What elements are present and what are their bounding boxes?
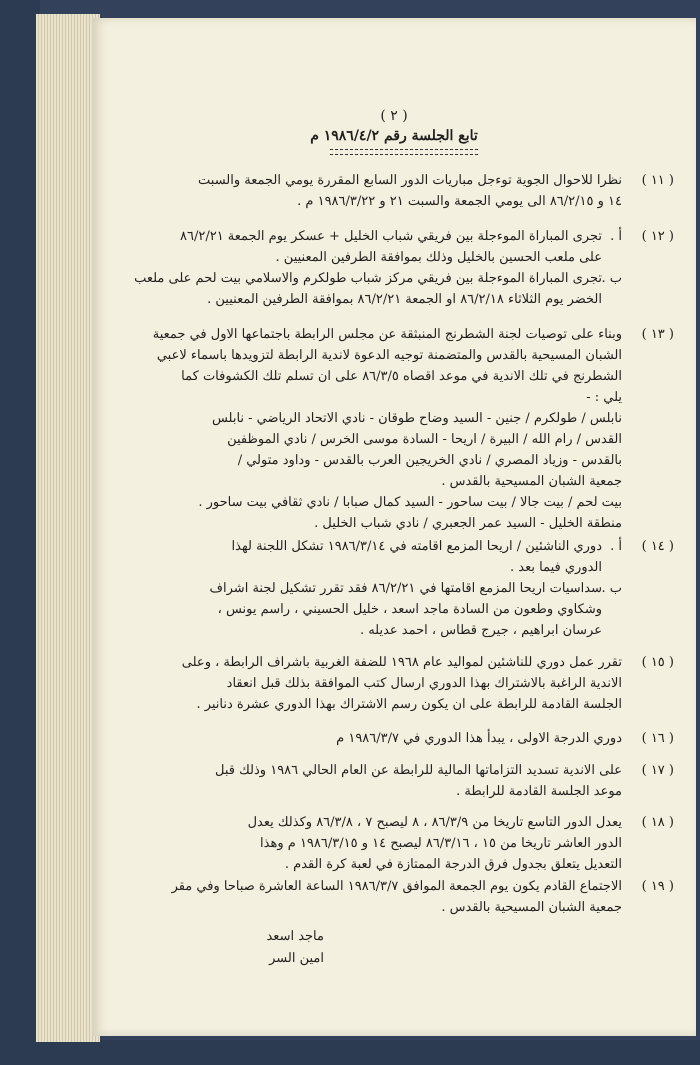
minutes-item-15 <box>99 652 674 715</box>
chess-contact-line: بيت لحم / بيت جالا / بيت ساحور - السيد كمال صبابا / نادي ثقافي بيت ساحور . <box>198 495 622 510</box>
signature-block <box>204 926 324 970</box>
sub-item-a <box>99 226 622 268</box>
text-line: تجرى المباراة الموءجلة بين فريقي مركز شباب طولكرم والاسلامي بيت لحم على ملعب <box>134 271 602 286</box>
item-text <box>99 324 622 534</box>
item-number: ( ١١ ) <box>641 173 674 188</box>
text-line: يلي : - <box>586 390 622 405</box>
text-line: جمعية الشبان المسيحية بالقدس . <box>441 900 622 915</box>
text-line: يعدل الدور التاسع تاريخا من ٨٦/٣/٩ ، ٨ ليصبح ٧ ، ٨٦/٣/٨ وكذلك يعدل <box>247 815 622 830</box>
sub-item-letter: أ . <box>610 539 622 554</box>
book-cover-bottom <box>40 1040 700 1065</box>
text-line: ١٤ و ٨٦/٢/١٥ الى يومي الجمعة والسبت ٢١ و ١٩٨٦/٣/٢٢ م . <box>297 194 622 209</box>
minutes-item-19 <box>99 876 674 918</box>
page-stack-edges <box>36 14 100 1042</box>
item-number: ( ١٣ ) <box>641 327 674 342</box>
chess-contact-line: القدس / رام الله / البيرة / اريحا - السادة موسى الخرس / نادي الموظفين <box>227 432 622 447</box>
text-line: الشطرنج في تلك الاندية في موعد اقصاه ٨٦/٣/٥ على ان تسلم تلك الكشوفات كما <box>181 369 622 384</box>
sub-item-letter: ب . <box>601 581 622 596</box>
chess-contact-line: جمعية الشبان المسيحية بالقدس . <box>441 474 622 489</box>
item-number: ( ١٢ ) <box>641 229 674 244</box>
sub-item-letter: ب . <box>601 271 622 286</box>
text-line: الدوري فيما بعد . <box>510 560 602 575</box>
minutes-item-14 <box>99 536 674 641</box>
sub-item-a <box>99 536 622 578</box>
text-line: دوري الدرجة الاولى ، يبدأ هذا الدوري في ١٩٨٦/٣/٧ م <box>336 731 622 746</box>
text-line: الخضر يوم الثلاثاء ٨٦/٢/١٨ او الجمعة ٨٦/٢/٢١ بموافقة الطرفين المعنيين . <box>207 292 602 307</box>
item-number: ( ١٩ ) <box>641 879 674 894</box>
item-number: ( ١٤ ) <box>641 539 674 554</box>
page-number: ( ٢ ) <box>380 108 408 124</box>
minutes-item-13 <box>99 324 674 534</box>
chess-contact-line: نابلس / طولكرم / جنين - السيد وضاح طوقان - نادي الاتحاد الرياضي - نابلس <box>211 411 622 426</box>
text-line: تقرر عمل دوري للناشئين لمواليد عام ١٩٦٨ للضفة الغربية باشراف الرابطة ، وعلى <box>181 655 622 670</box>
item-text <box>99 760 622 802</box>
item-text <box>99 876 622 918</box>
item-number: ( ١٧ ) <box>641 763 674 778</box>
item-text <box>99 652 622 715</box>
text-line: نظرا للاحوال الجوية توءجل مباريات الدور السابع المقررة يومي الجمعة والسبت <box>198 173 622 188</box>
session-title: تابع الجلسة رقم ١٩٨٦/٤/٢ م <box>310 128 478 144</box>
item-text <box>99 728 622 749</box>
item-text <box>99 812 622 875</box>
sub-item-letter: أ . <box>610 229 622 244</box>
text-line: سداسيات اريحا المزمع اقامتها في ٨٦/٢/٢١ فقد تقرر تشكيل لجنة اشراف <box>209 581 602 596</box>
document-body <box>92 18 696 1036</box>
sub-item-b <box>99 268 622 310</box>
minutes-item-11 <box>99 170 674 212</box>
text-line: تجرى المباراة الموءجلة بين فريقي شباب الخليل + عسكر يوم الجمعة ٨٦/٢/٢١ <box>180 229 602 244</box>
book-spine-edge <box>0 0 40 1065</box>
text-line: وبناء على توصيات لجنة الشطرنج المنبثقة عن مجلس الرابطة باجتماعها الاول في جمعية <box>152 327 622 342</box>
item-number: ( ١٨ ) <box>641 815 674 830</box>
text-line: وشكاوي وطعون من السادة ماجد اسعد ، خليل الحسيني ، راسم يونس ، <box>217 602 602 617</box>
minutes-item-17 <box>99 760 674 802</box>
minutes-item-18 <box>99 812 674 875</box>
item-text <box>99 226 622 310</box>
minutes-item-16 <box>99 728 674 749</box>
chess-contact-line: منطقة الخليل - السيد عمر الجعبري / نادي شباب الخليل . <box>314 516 622 531</box>
signatory-name: ماجد اسعد <box>266 929 324 944</box>
chess-contact-line: بالقدس - وزياد المصري / نادي الخريجين العرب بالقدس - وداود متولي / <box>237 453 622 468</box>
text-line: الشبان المسيحية بالقدس والمتضمنة توجيه الدعوة لاندية الرابطة لتزويدها باسماء لاعبي <box>156 348 622 363</box>
text-line: الجلسة القادمة للرابطة على ان يكون رسم الاشتراك بهذا الدوري عشرة دنانير . <box>196 697 622 712</box>
text-line: عرسان ابراهيم ، جيرج قطاس ، احمد عديله . <box>359 623 602 638</box>
item-text <box>99 170 622 212</box>
item-number: ( ١٥ ) <box>641 655 674 670</box>
item-number: ( ١٦ ) <box>641 731 674 746</box>
item-text <box>99 536 622 641</box>
text-line: التعديل يتعلق بجدول فرق الدرجة الممتازة في لعبة كرة القدم . <box>284 857 622 872</box>
document-page <box>92 18 696 1036</box>
text-line: على الاندية تسديد التزاماتها المالية للرابطة عن العام الحالي ١٩٨٦ وذلك قبل <box>214 763 622 778</box>
text-line: الدور العاشر تاريخا من ١٥ ، ٨٦/٣/١٦ ليصبح ١٤ و ١٩٨٦/٣/١٥ م وهذا <box>260 836 622 851</box>
title-underline <box>330 149 478 155</box>
sub-item-b <box>99 578 622 641</box>
signatory-title: امين السر <box>269 951 324 966</box>
minutes-item-12 <box>99 226 674 310</box>
text-line: موعد الجلسة القادمة للرابطة . <box>456 784 622 799</box>
text-line: الاندية الراغبة بالاشتراك بهذا الدوري ارسال كتب الموافقة بذلك قبل انعقاد <box>226 676 622 691</box>
text-line: على ملعب الحسين بالخليل وذلك بموافقة الطرفين المعنيين . <box>275 250 602 265</box>
text-line: الاجتماع القادم يكون يوم الجمعة الموافق ١٩٨٦/٣/٧ الساعة العاشرة صباحا وفي مقر <box>171 879 622 894</box>
text-line: دوري الناشئين / اريحا المزمع اقامته في ١٩٨٦/٣/١٤ تشكل اللجنة لهذا <box>231 539 602 554</box>
